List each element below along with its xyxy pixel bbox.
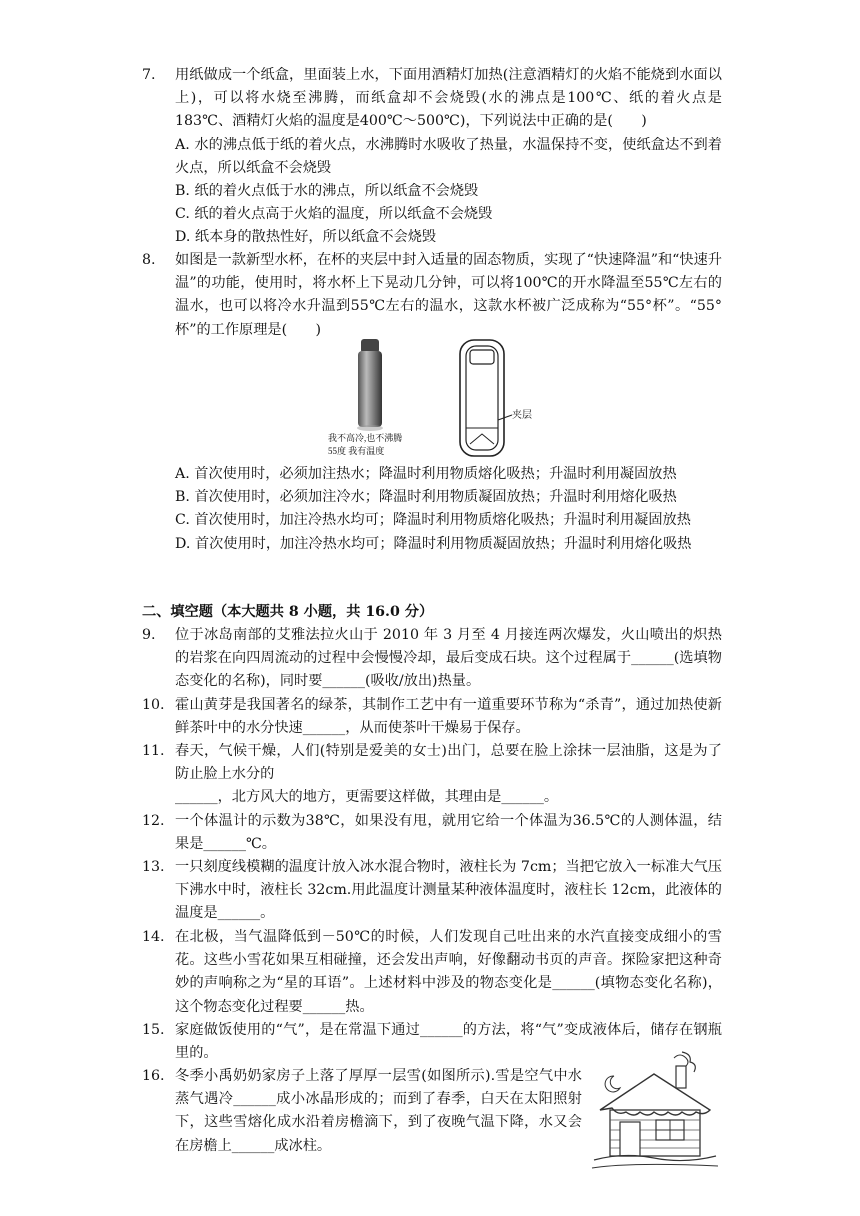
question-number: 11. (142, 743, 165, 759)
question-8-options (142, 463, 722, 556)
question-stem: 一个体温计的示数为38℃，如果没有甩，就用它给一个体温为36.5℃的人测体温，结果是______℃。 (175, 813, 722, 853)
question-16 (142, 1065, 582, 1158)
question-stem: 如图是一款新型水杯，在杯的夹层中封入适量的固态物质，实现了“快速降温”和“快速升温”的功能，使用时，将水杯上下晃动几分钟，可以将100℃的开水降温至55℃左右的温水，也可以将冷水升温到55℃左右的温水，这款水杯被广泛成称为“55°杯”。“55°杯”的工作原理是( ) (175, 252, 722, 338)
section-heading: 二、填空题（本大题共 8 小题，共 16.0 分） (142, 604, 434, 620)
question-12 (142, 810, 722, 856)
question-number: 8. (142, 252, 156, 268)
option-b: B. 纸的着火点低于水的沸点，所以纸盒不会烧毁 (175, 183, 479, 200)
question-stem: 霍山黄芽是我国著名的绿茶，其制作工艺中有一道重要环节称为“杀青”，通过加热使新鲜茶叶中的水分快速______，从而使茶叶干燥易于保存。 (175, 697, 722, 737)
question-number: 14. (142, 929, 165, 945)
question-7 (142, 64, 722, 250)
question-number: 15. (142, 1022, 165, 1038)
cup-photo-image (318, 336, 436, 460)
question-stem: 在北极，当气温降低到－50℃的时候，人们发现自己吐出来的水汽直接变成细小的雪花。这些小雪花如果互相碰撞，还会发出声响，好像翻动书页的声音。探险家把这种奇妙的声响称之为“星的耳语”。上述材料中涉及的物态变化是______(填物态变化名称)，这个物态变化过程要______热。 (175, 929, 722, 1015)
option-b: B. 首次使用时，必须加注冷水；降温时利用物质凝固放热；升温时利用熔化吸热 (175, 489, 677, 506)
option-d: D. 首次使用时，加注冷热水均可；降温时利用物质凝固放热；升温时利用熔化吸热 (175, 535, 692, 552)
question-stem: 位于冰岛南部的艾雅法拉火山于 2010 年 3 月至 4 月接连两次爆发，火山喷出的炽热的岩浆在向四周流动的过程中会慢慢冷却，最后变成石块。这个过程属于______(选填物态变化的名称)，同时要______(吸收/放出)热量。 (175, 627, 722, 690)
option-c: C. 纸的着火点高于火焰的温度，所以纸盒不会烧毁 (175, 206, 493, 223)
interlayer-label: 夹层 (512, 410, 532, 421)
question-stem: 家庭做饭使用的“气”，是在常温下通过______的方法，将“气”变成液体后，储存在钢瓶里的。 (175, 1022, 722, 1062)
question-stem-continued: ______，北方风大的地方，更需要这样做，其理由是______。 (175, 789, 559, 806)
question-stem: 用纸做成一个纸盒，里面装上水，下面用酒精灯加热(注意酒精灯的火焰不能烧到水面以上)，可以将水烧至沸腾，而纸盒却不会烧毁(水的沸点是100℃、纸的着火点是183℃、酒精灯火焰的温度是400℃～500℃)，下列说法中正确的是( ) (175, 67, 722, 130)
question-stem: 冬季小禹奶奶家房子上落了厚厚一层雪(如图所示).雪是空气中水蒸气遇冷______成小冰晶形成的；而到了春季，白天在太阳照射下，这些雪熔化成水沿着房檐滴下，到了夜晚气温下降，水又会在房檐上______成冰柱。 (175, 1068, 582, 1154)
snowy-house-figure (590, 1048, 720, 1170)
question-number: 16. (142, 1068, 165, 1084)
option-c: C. 首次使用时，加注冷热水均可；降温时利用物质熔化吸热；升温时利用凝固放热 (175, 512, 691, 529)
cup-caption-line1: 我不高冷,也不沸腾 (328, 433, 403, 443)
question-stem: 春天，气候干燥，人们(特别是爱美的女士)出门，总要在脸上涂抹一层油脂，这是为了防止脸上水分的 (175, 743, 722, 783)
question-number: 12. (142, 813, 165, 829)
cup-caption-line2: 55度 我有温度 (328, 446, 385, 456)
cup-section-diagram (452, 336, 542, 460)
option-d: D. 纸本身的散热性好，所以纸盒不会烧毁 (175, 229, 437, 246)
question-number: 10. (142, 697, 165, 713)
cup-photo-figure (318, 336, 436, 460)
question-13 (142, 856, 722, 926)
snowy-house-image (590, 1048, 720, 1170)
cup-section-figure (452, 336, 542, 460)
question-stem: 一只刻度线模糊的温度计放入冰水混合物时，液柱长为 7cm；当把它放入一标准大气压下沸水中时，液柱长 32cm.用此温度计测量某种液体温度时，液柱长 12cm，此液体的温度是______。 (175, 859, 722, 922)
question-number: 13. (142, 859, 165, 875)
question-8 (142, 249, 722, 342)
question-number: 9. (142, 627, 156, 643)
question-number: 7. (142, 67, 156, 83)
option-a: A. 首次使用时，必须加注热水；降温时利用物质熔化吸热；升温时利用凝固放热 (175, 466, 677, 482)
question-11 (142, 740, 722, 810)
option-a: A. 水的沸点低于纸的着火点，水沸腾时水吸收了热量，水温保持不变，使纸盒达不到着火点，所以纸盒不会烧毁 (175, 136, 722, 176)
question-14 (142, 926, 722, 1019)
question-9 (142, 624, 722, 694)
question-10 (142, 694, 722, 740)
